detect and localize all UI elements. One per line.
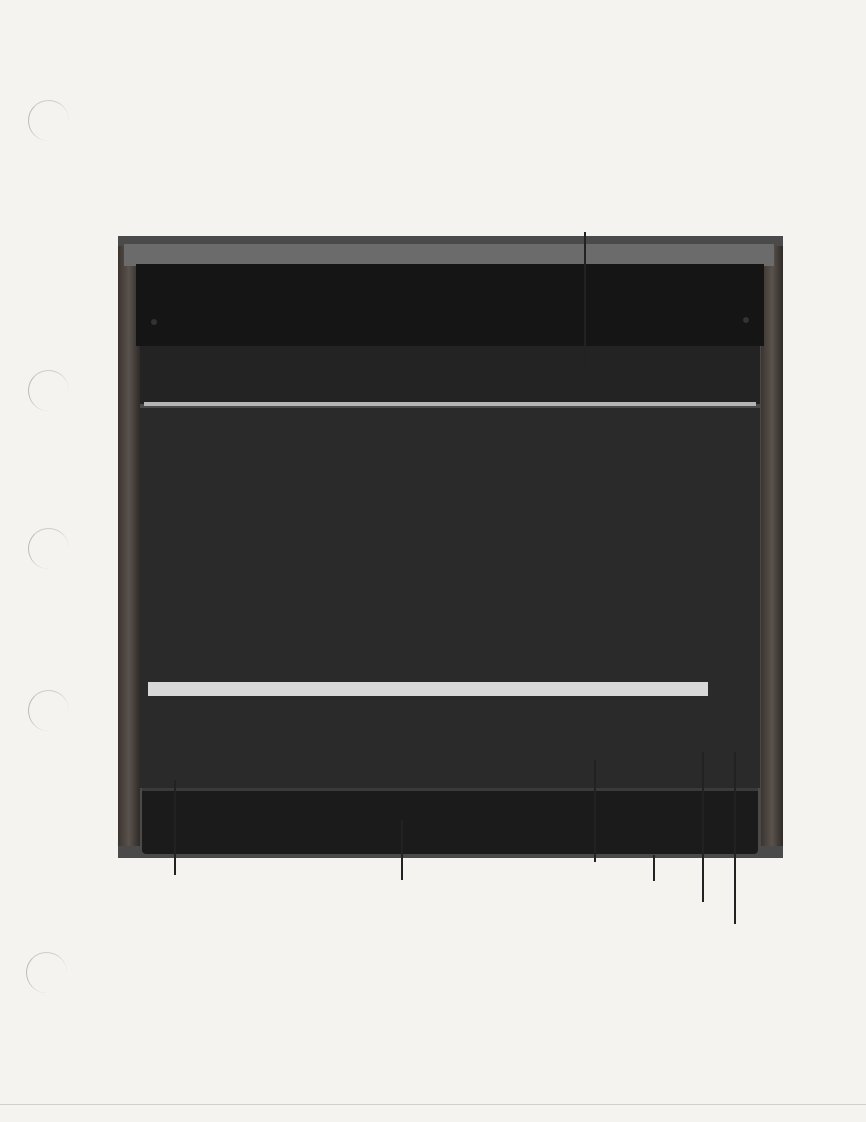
headphone-jacks-leader bbox=[653, 855, 655, 881]
punch-hole-mark bbox=[28, 100, 69, 141]
page-bottom-rule bbox=[0, 1104, 866, 1105]
punch-hole-mark bbox=[28, 370, 69, 411]
armrest-leader bbox=[401, 820, 403, 880]
mixing-console-photo bbox=[118, 236, 783, 858]
master-monitor-leader bbox=[594, 760, 596, 862]
talkback-osc-leader bbox=[734, 752, 736, 924]
meter-panel-leader bbox=[584, 232, 586, 372]
input-leader bbox=[174, 780, 176, 875]
punch-hole-mark bbox=[28, 528, 69, 569]
punch-hole-mark bbox=[28, 690, 69, 731]
headphone-echo-leader bbox=[702, 752, 704, 902]
punch-hole-mark bbox=[26, 952, 67, 993]
